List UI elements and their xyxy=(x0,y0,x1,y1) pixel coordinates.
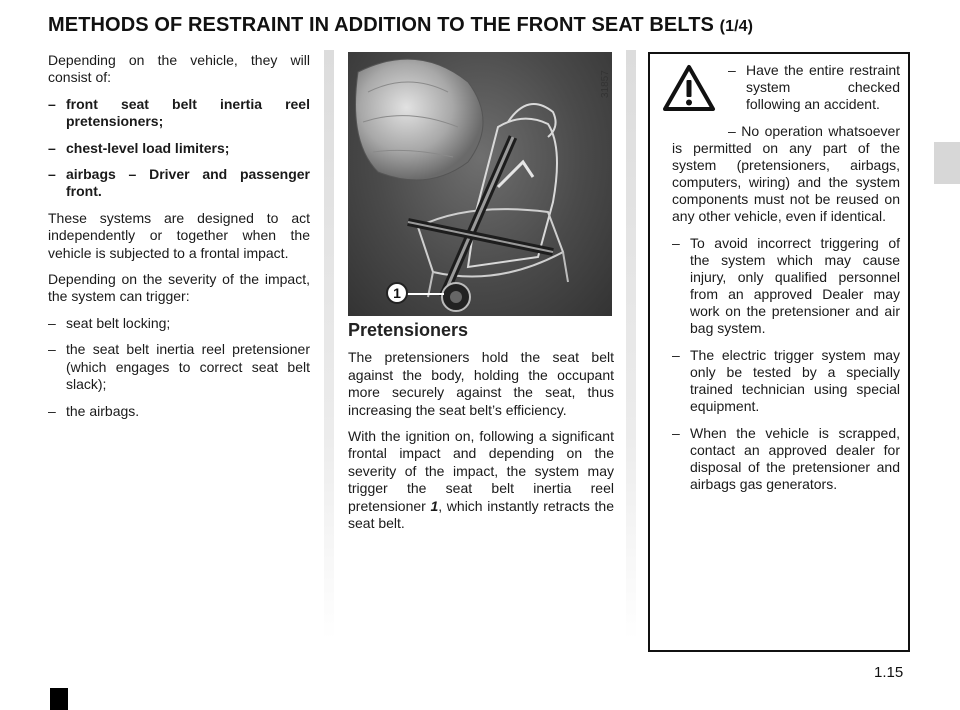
callout-number: 1 xyxy=(393,285,401,301)
list-item: – Have the entire restraint system checked following an accident. xyxy=(728,62,900,112)
page-title-part: (1/4) xyxy=(719,18,754,35)
severity-text: Depending on the severity of the impact, the system can trigger: xyxy=(48,271,310,305)
list-item: – the airbags. xyxy=(48,402,140,419)
list-item: – When the vehicle is scrapped, contact an approved dealer for disposal of the pretensioner and airbags gas generators. xyxy=(672,425,900,492)
warning-list xyxy=(672,62,900,503)
section-tab xyxy=(934,142,960,184)
list-item: – chest-level load limiters; xyxy=(48,139,230,156)
callout-marker xyxy=(386,282,408,304)
corner-mark xyxy=(50,688,68,710)
intro-text: Depending on the vehicle, they will consist of: xyxy=(48,52,310,86)
column-divider-left xyxy=(324,50,334,640)
list-item: – To avoid incorrect triggering of the system which may cause injury, only qualified personnel from an approved Dealer may work on the pretensioner and air bag system. xyxy=(672,235,900,336)
page-title-text: METHODS OF RESTRAINT IN ADDITION TO THE FRONT SEAT BELTS xyxy=(48,14,714,36)
callout-line xyxy=(348,52,612,316)
column-divider-right xyxy=(626,50,636,640)
list-item: – the seat belt inertia reel pretensioner (which engages to correct seat belt slack); xyxy=(48,341,310,393)
reference-number: 1 xyxy=(430,497,439,514)
pretensioners-text-1: The pretensioners hold the seat belt against the body, holding the occupant more securely against the seat, thus increasing the seat belt’s efficiency. xyxy=(348,349,614,418)
left-column xyxy=(48,52,310,429)
triggers-list xyxy=(48,315,310,420)
pretensioner-illustration xyxy=(348,52,612,316)
list-item: – The electric trigger system may only be tested by a specially trained technician using special equipment. xyxy=(672,347,900,414)
list-item: – seat belt locking; xyxy=(48,314,171,331)
systems-list xyxy=(48,96,310,201)
list-item: – No operation whatsoever is permitted on any part of the system (pretensioners, airbags, computers, wiring) and the system components must not be reused on any other vehicle, even if identical. xyxy=(672,123,901,224)
section-heading: Pretensioners xyxy=(348,320,469,340)
figure-reference-code: 31857 xyxy=(600,70,611,98)
independence-text: These systems are designed to act independently or together when the vehicle is subjected to a frontal impact. xyxy=(48,209,310,261)
page-number: 1.15 xyxy=(874,664,904,681)
pretensioners-text-2: With the ignition on, following a significant frontal impact and depending on the severity of the impact, the system may trigger the seat belt inertia reel pretensioner 1, which instantly retracts the seat belt. xyxy=(348,428,614,532)
list-item: – front seat belt inertia reel pretensioners; xyxy=(48,95,310,130)
page-title xyxy=(48,14,753,37)
pretensioners-section xyxy=(348,322,614,541)
warning-box xyxy=(648,52,910,652)
list-item: – airbags – Driver and passenger front. xyxy=(48,166,310,200)
